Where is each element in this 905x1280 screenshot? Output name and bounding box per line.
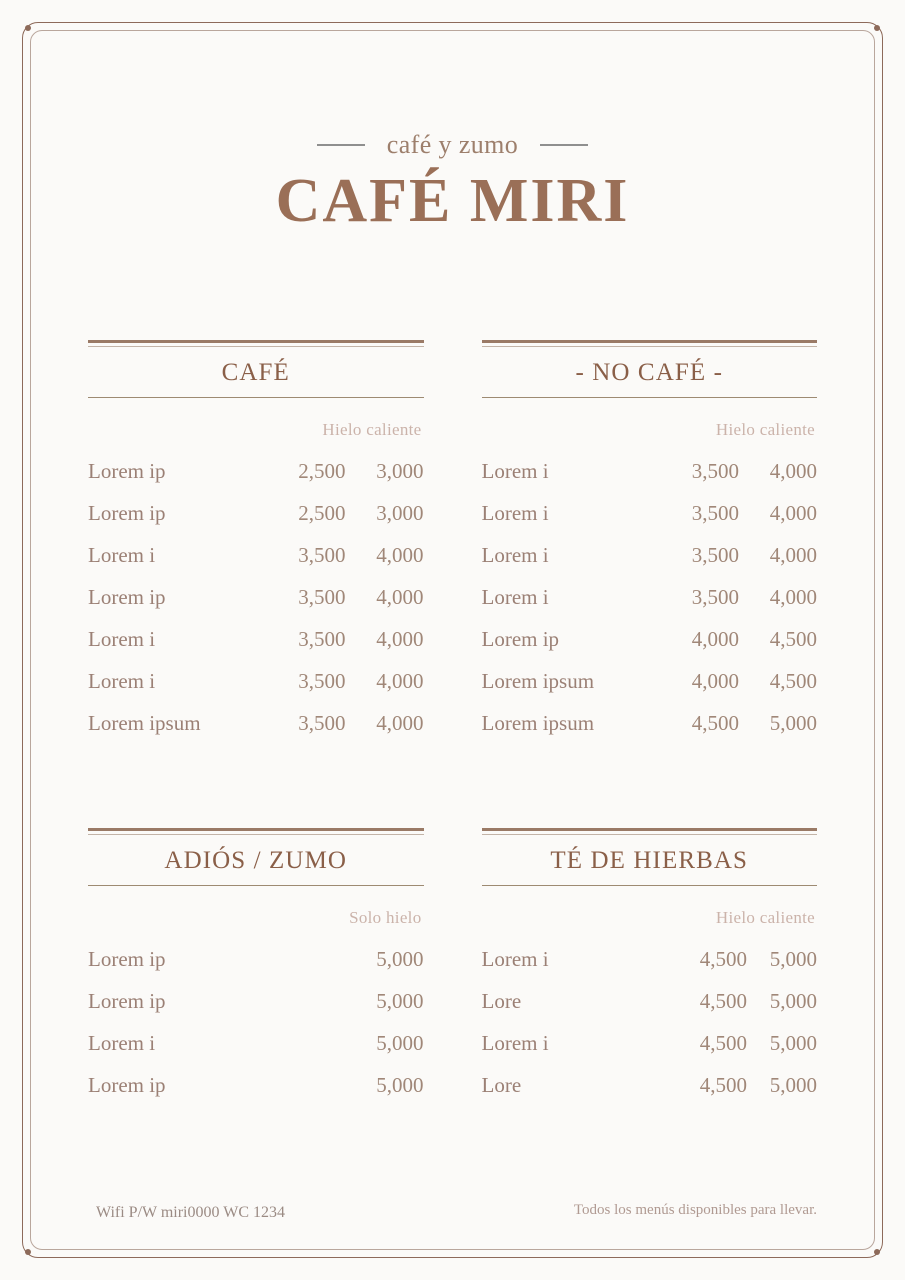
menu-item-price: 5,000 bbox=[376, 1030, 424, 1055]
menu-item-name: Lorem i bbox=[481, 500, 549, 525]
page-title: CAFÉ MIRI bbox=[275, 167, 630, 235]
masthead bbox=[0, 130, 905, 235]
section-title: ADIÓS / ZUMO bbox=[164, 847, 348, 874]
menu-item-row bbox=[88, 492, 424, 534]
menu-item-row bbox=[88, 1022, 424, 1064]
menu-item-price: 3,500 bbox=[298, 584, 346, 609]
menu-item-row bbox=[482, 492, 818, 534]
menu-item-price: 5,000 bbox=[376, 946, 424, 971]
menu-item-price: 4,500 bbox=[699, 988, 747, 1013]
menu-item-name: Lore bbox=[481, 1072, 522, 1097]
menu-item-price: 4,500 bbox=[691, 710, 739, 735]
menu-item-name: Lorem ip bbox=[88, 1072, 166, 1097]
menu-item-name: Lorem i bbox=[88, 542, 156, 567]
menu-section-te-de-hierbas bbox=[482, 828, 818, 1106]
menu-item-price: 4,500 bbox=[769, 626, 817, 651]
menu-item-row bbox=[482, 702, 818, 744]
section-header-rules bbox=[482, 834, 818, 886]
menu-item-price: 3,500 bbox=[298, 710, 346, 735]
menu-item-price: 3,500 bbox=[298, 542, 346, 567]
menu-item-row bbox=[88, 576, 424, 618]
menu-item-name: Lore bbox=[481, 988, 522, 1013]
menu-item-name: Lorem i bbox=[481, 584, 549, 609]
menu-item-list bbox=[88, 938, 424, 1106]
menu-item-price: 4,000 bbox=[691, 626, 739, 651]
section-title: TÉ DE HIERBAS bbox=[550, 847, 749, 874]
menu-item-name: Lorem i bbox=[88, 668, 156, 693]
section-header-rules bbox=[482, 346, 818, 398]
menu-item-price: 4,500 bbox=[699, 1072, 747, 1097]
menu-item-row bbox=[482, 980, 818, 1022]
menu-item-row bbox=[482, 618, 818, 660]
corner-dot-top-right bbox=[874, 25, 880, 31]
menu-item-row bbox=[482, 660, 818, 702]
menu-item-price: 4,000 bbox=[769, 584, 817, 609]
section-header bbox=[482, 340, 818, 398]
menu-item-price: 3,000 bbox=[376, 458, 424, 483]
menu-item-price: 4,000 bbox=[376, 584, 424, 609]
menu-item-name: Lorem i bbox=[481, 458, 549, 483]
menu-item-name: Lorem i bbox=[481, 946, 549, 971]
menu-item-price: 4,000 bbox=[691, 668, 739, 693]
menu-item-name: Lorem ip bbox=[88, 988, 166, 1013]
menu-item-price: 2,500 bbox=[298, 458, 346, 483]
menu-item-row bbox=[482, 450, 818, 492]
menu-item-price: 3,500 bbox=[691, 500, 739, 525]
menu-item-price: 3,500 bbox=[691, 584, 739, 609]
menu-item-price: 2,500 bbox=[298, 500, 346, 525]
menu-item-name: Lorem ipsum bbox=[481, 668, 595, 693]
corner-dot-bottom-right bbox=[874, 1249, 880, 1255]
temperature-label: Solo hielo bbox=[349, 908, 422, 927]
menu-item-name: Lorem i bbox=[88, 1030, 156, 1055]
menu-item-name: Lorem ip bbox=[88, 500, 166, 525]
menu-item-name: Lorem i bbox=[481, 542, 549, 567]
temperature-label: Hielo caliente bbox=[715, 420, 815, 439]
menu-item-price: 4,000 bbox=[769, 458, 817, 483]
menu-item-price: 4,000 bbox=[769, 500, 817, 525]
menu-item-price: 5,000 bbox=[769, 1072, 817, 1097]
menu-item-price: 4,000 bbox=[769, 542, 817, 567]
section-header bbox=[88, 340, 424, 398]
price-column-header bbox=[482, 908, 818, 928]
menu-item-price: 4,500 bbox=[699, 1030, 747, 1055]
menu-item-price: 3,000 bbox=[376, 500, 424, 525]
corner-dot-top-left bbox=[25, 25, 31, 31]
menu-item-name: Lorem ip bbox=[88, 946, 166, 971]
menu-item-price: 3,500 bbox=[298, 626, 346, 651]
wifi-info: Wifi P/W miri0000 WC 1234 bbox=[96, 1204, 285, 1221]
price-column-header bbox=[482, 420, 818, 440]
takeaway-note: Todos los menús disponibles para llevar. bbox=[573, 1202, 817, 1218]
menu-item-list bbox=[482, 450, 818, 744]
menu-item-price: 4,500 bbox=[699, 946, 747, 971]
menu-item-price: 4,500 bbox=[769, 668, 817, 693]
menu-item-price: 5,000 bbox=[769, 1030, 817, 1055]
menu-item-row bbox=[88, 980, 424, 1022]
menu-item-row bbox=[482, 534, 818, 576]
section-header bbox=[482, 828, 818, 886]
menu-item-row bbox=[88, 618, 424, 660]
menu-item-price: 5,000 bbox=[769, 946, 817, 971]
temperature-label: Hielo caliente bbox=[322, 420, 422, 439]
menu-section-no-cafe bbox=[482, 340, 818, 744]
temperature-label: Hielo caliente bbox=[715, 908, 815, 927]
menu-item-price: 3,500 bbox=[691, 542, 739, 567]
corner-dot-bottom-left bbox=[25, 1249, 31, 1255]
eyebrow-rule-right bbox=[540, 144, 588, 146]
menu-item-row bbox=[88, 702, 424, 744]
menu-item-row bbox=[482, 938, 818, 980]
menu-item-row bbox=[88, 660, 424, 702]
section-header-rules bbox=[88, 346, 424, 398]
price-column-header bbox=[88, 908, 424, 928]
menu-item-name: Lorem ip bbox=[481, 626, 560, 651]
menu-item-name: Lorem i bbox=[88, 626, 156, 651]
menu-item-name: Lorem i bbox=[481, 1030, 549, 1055]
menu-item-row bbox=[482, 1022, 818, 1064]
menu-item-name: Lorem ip bbox=[88, 458, 166, 483]
eyebrow-row bbox=[0, 130, 905, 160]
section-title: CAFÉ bbox=[221, 359, 290, 386]
eyebrow-rule-left bbox=[317, 144, 365, 146]
menu-item-price: 5,000 bbox=[376, 988, 424, 1013]
menu-item-price: 3,500 bbox=[298, 668, 346, 693]
section-header bbox=[88, 828, 424, 886]
menu-item-row bbox=[88, 450, 424, 492]
menu-item-price: 5,000 bbox=[769, 710, 817, 735]
menu-item-row bbox=[482, 576, 818, 618]
eyebrow-text: café y zumo bbox=[386, 130, 519, 159]
section-header-rules bbox=[88, 834, 424, 886]
menu-grid bbox=[88, 340, 817, 1106]
menu-item-name: Lorem ipsum bbox=[88, 710, 201, 735]
menu-item-row bbox=[88, 938, 424, 980]
menu-item-row bbox=[88, 1064, 424, 1106]
menu-item-row bbox=[88, 534, 424, 576]
menu-item-list bbox=[88, 450, 424, 744]
menu-item-row bbox=[482, 1064, 818, 1106]
menu-item-price: 4,000 bbox=[376, 710, 424, 735]
menu-item-price: 4,000 bbox=[376, 542, 424, 567]
menu-item-price: 5,000 bbox=[769, 988, 817, 1013]
menu-item-price: 4,000 bbox=[376, 668, 424, 693]
menu-item-price: 4,000 bbox=[376, 626, 424, 651]
menu-item-list bbox=[482, 938, 818, 1106]
menu-item-price: 5,000 bbox=[376, 1072, 424, 1097]
price-column-header bbox=[88, 420, 424, 440]
menu-section-adios-zumo bbox=[88, 828, 424, 1106]
menu-item-name: Lorem ipsum bbox=[481, 710, 595, 735]
section-title: - NO CAFÉ - bbox=[575, 359, 723, 386]
menu-item-price: 3,500 bbox=[691, 458, 739, 483]
menu-item-name: Lorem ip bbox=[88, 584, 166, 609]
footer bbox=[96, 1198, 817, 1222]
menu-section-cafe bbox=[88, 340, 424, 744]
